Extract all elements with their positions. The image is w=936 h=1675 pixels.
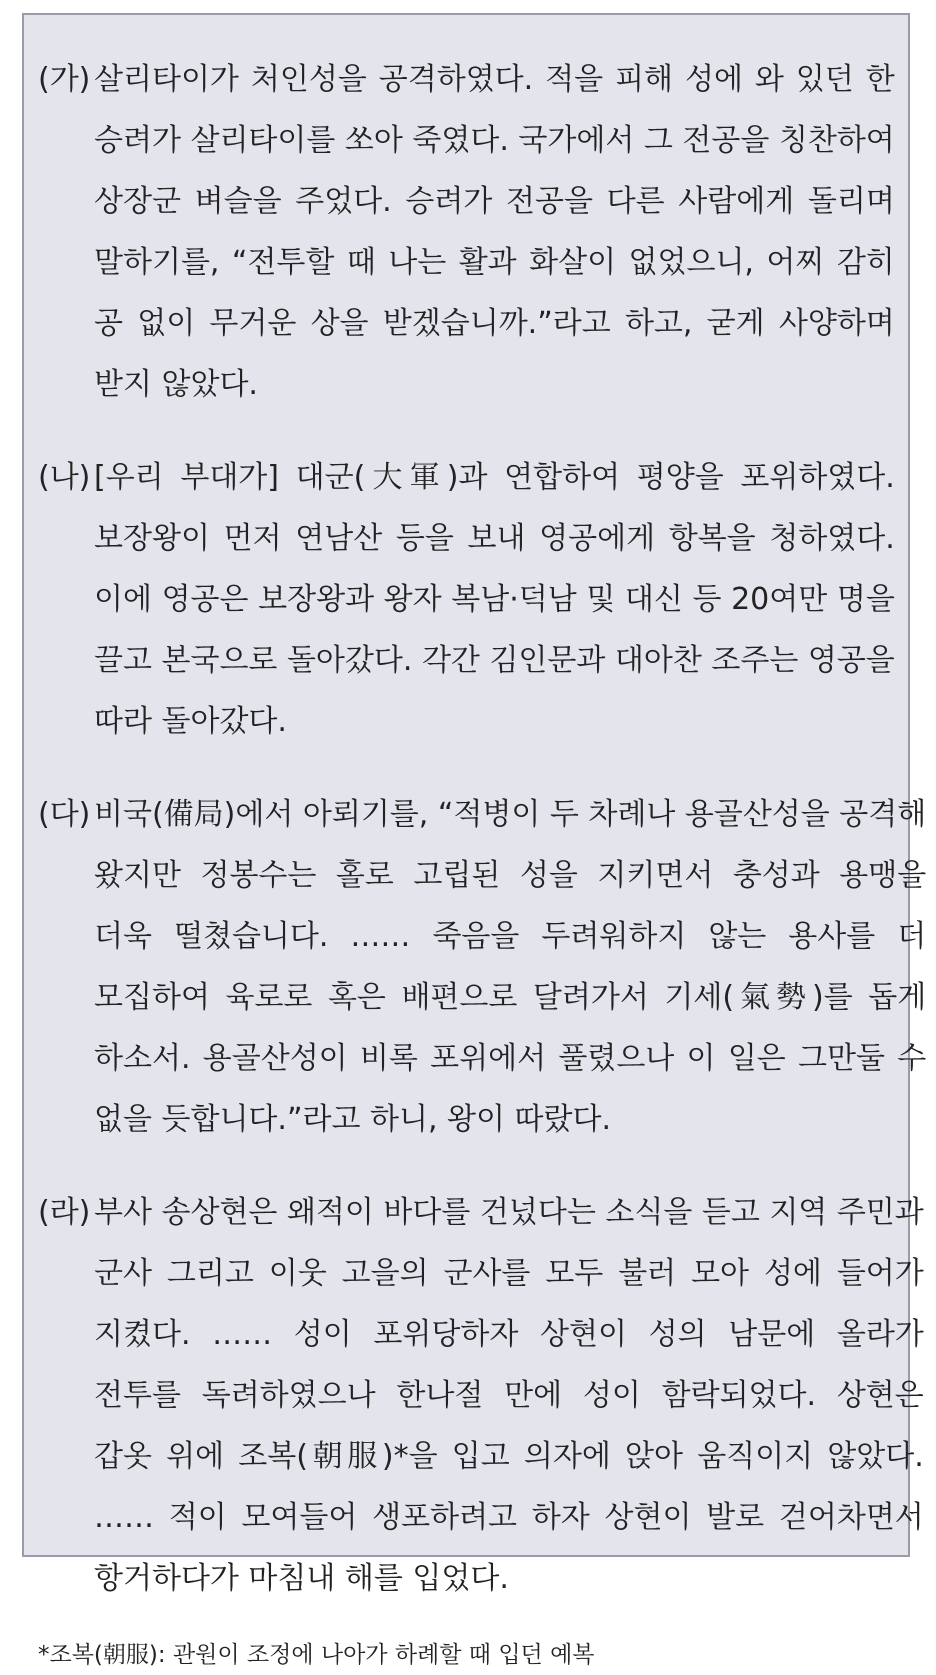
passage-text	[94, 1182, 924, 1609]
text-line: 살리타이가 처인성을 공격하였다. 적을 피해 성에 와 있던 한	[94, 62, 895, 97]
text-line: 승려가 살리타이를 쏘아 죽였다. 국가에서 그 전공을 칭찬하여	[94, 123, 895, 158]
text-line: 부사 송상현은 왜적이 바다를 건넜다는 소식을 듣고 지역 주민과	[94, 1195, 924, 1230]
passage-label: (다)	[38, 797, 91, 832]
text-line: 이에 영공은 보장왕과 왕자 복남·덕남 및 대신 등 20여만 명을	[94, 582, 895, 617]
text-line: 상장군 벼슬을 주었다. 승려가 전공을 다른 사람에게 돌리며	[94, 184, 895, 219]
text-line: 받지 않았다.	[94, 367, 258, 402]
footnote: *조복(朝服): 관원이 조정에 나아가 하례할 때 입던 예복	[38, 1642, 595, 1668]
text-line: 모집하여 육로로 혹은 배편으로 달려가서 기세(氣勢)를 돕게	[94, 980, 927, 1015]
text-line: 지켰다. …… 성이 포위당하자 상현이 성의 남문에 올라가	[94, 1317, 924, 1352]
passage-da	[38, 784, 927, 1150]
passage-na	[38, 447, 895, 752]
text-line: 비국(備局)에서 아뢰기를, “적병이 두 차례나 용골산성을 공격해	[94, 797, 927, 832]
passage-box	[22, 13, 927, 1668]
text-line: 말하기를, “전투할 때 나는 활과 화살이 없었으니, 어찌 감히	[94, 245, 895, 280]
text-line: 공 없이 무거운 상을 받겠습니까.”라고 하고, 굳게 사양하며	[94, 306, 895, 341]
passage-label: (나)	[38, 460, 91, 495]
passage-label: (가)	[38, 62, 91, 97]
text-line: 전투를 독려하였으나 한나절 만에 성이 함락되었다. 상현은	[94, 1378, 924, 1413]
passage-text	[94, 447, 895, 752]
text-line: 보장왕이 먼저 연남산 등을 보내 영공에게 항복을 청하였다.	[94, 521, 895, 556]
text-line: [우리 부대가] 대군(大軍)과 연합하여 평양을 포위하였다.	[94, 460, 895, 495]
text-line: 없을 듯합니다.”라고 하니, 왕이 따랐다.	[94, 1102, 611, 1137]
text-line: 따라 돌아갔다.	[94, 704, 287, 739]
passage-label: (라)	[38, 1195, 91, 1230]
passage-text	[94, 49, 895, 415]
text-line: 더욱 떨쳤습니다. …… 죽음을 두려워하지 않는 용사를 더	[94, 919, 927, 954]
text-line: 끌고 본국으로 돌아갔다. 각간 김인문과 대아찬 조주는 영공을	[94, 643, 895, 678]
passage-ga	[38, 49, 895, 415]
text-line: 군사 그리고 이웃 고을의 군사를 모두 불러 모아 성에 들어가	[94, 1256, 924, 1291]
text-line: 왔지만 정봉수는 홀로 고립된 성을 지키면서 충성과 용맹을	[94, 858, 927, 893]
text-line: 항거하다가 마침내 해를 입었다.	[94, 1561, 509, 1596]
passage-text	[94, 784, 926, 1150]
passage-ra	[38, 1182, 924, 1609]
text-line: 하소서. 용골산성이 비록 포위에서 풀렸으나 이 일은 그만둘 수	[94, 1041, 927, 1076]
text-line: …… 적이 모여들어 생포하려고 하자 상현이 발로 걷어차면서	[94, 1500, 924, 1535]
text-line: 갑옷 위에 조복(朝服)*을 입고 의자에 앉아 움직이지 않았다.	[94, 1439, 924, 1474]
